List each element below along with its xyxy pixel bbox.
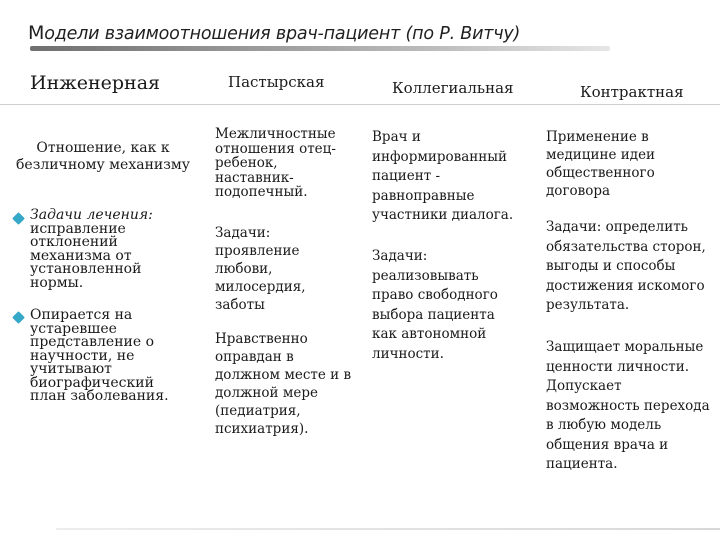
pastoral-moral: Нравственно оправдан в должном месте и в должной мере (педиатрия, психиатрия). [215,331,352,437]
footer-rule [56,528,720,530]
bullet-icon [12,311,25,324]
slide-title-text: одели взаимоотношения врач-пациент (по Р. Витчу) [44,24,521,44]
collegial-relation: Врач и информированный пациент - равноправные участники диалога. [372,129,514,223]
collegial-tasks: Задачи: реализовывать право свободного выбора пациента как автономной личности. [372,248,498,362]
bullet-icon [12,212,25,225]
engineering-tasks-lead: Задачи лечения: [30,207,153,223]
header-engineering: Инженерная [30,72,161,94]
engineering-basis: Опирается на устаревшее представление о научности, не учитывают биографический план заболевания. [30,307,169,404]
contractual-tasks: Задачи: определить обязательства сторон, выгоды и способы достижения искомого результата. [546,219,706,313]
header-pastoral: Пастырская [228,73,325,91]
engineering-tasks-text: исправление отклонений механизма от установленной нормы. [30,220,142,291]
slide-title-initial: М [28,22,45,44]
pastoral-tasks: Задачи: проявление любови, милосердия, заботы [215,225,306,313]
title-underline [30,46,610,51]
header-contractual: Контрактная [580,83,684,101]
contractual-relation: Применение в медицине идеи общественного договора [546,129,656,199]
engineering-relation: Отношение, как к безличному механизму [15,140,190,173]
header-collegial: Коллегиальная [392,79,514,97]
engineering-tasks [30,209,180,290]
contractual-values: Защищает моральные ценности личности. Допускает возможность перехода в любую модель общения врача и пациента. [546,339,710,472]
header-divider [0,104,720,105]
pastoral-relation: Межличностные отношения отец-ребенок, наставник-подопечный. [215,126,336,200]
